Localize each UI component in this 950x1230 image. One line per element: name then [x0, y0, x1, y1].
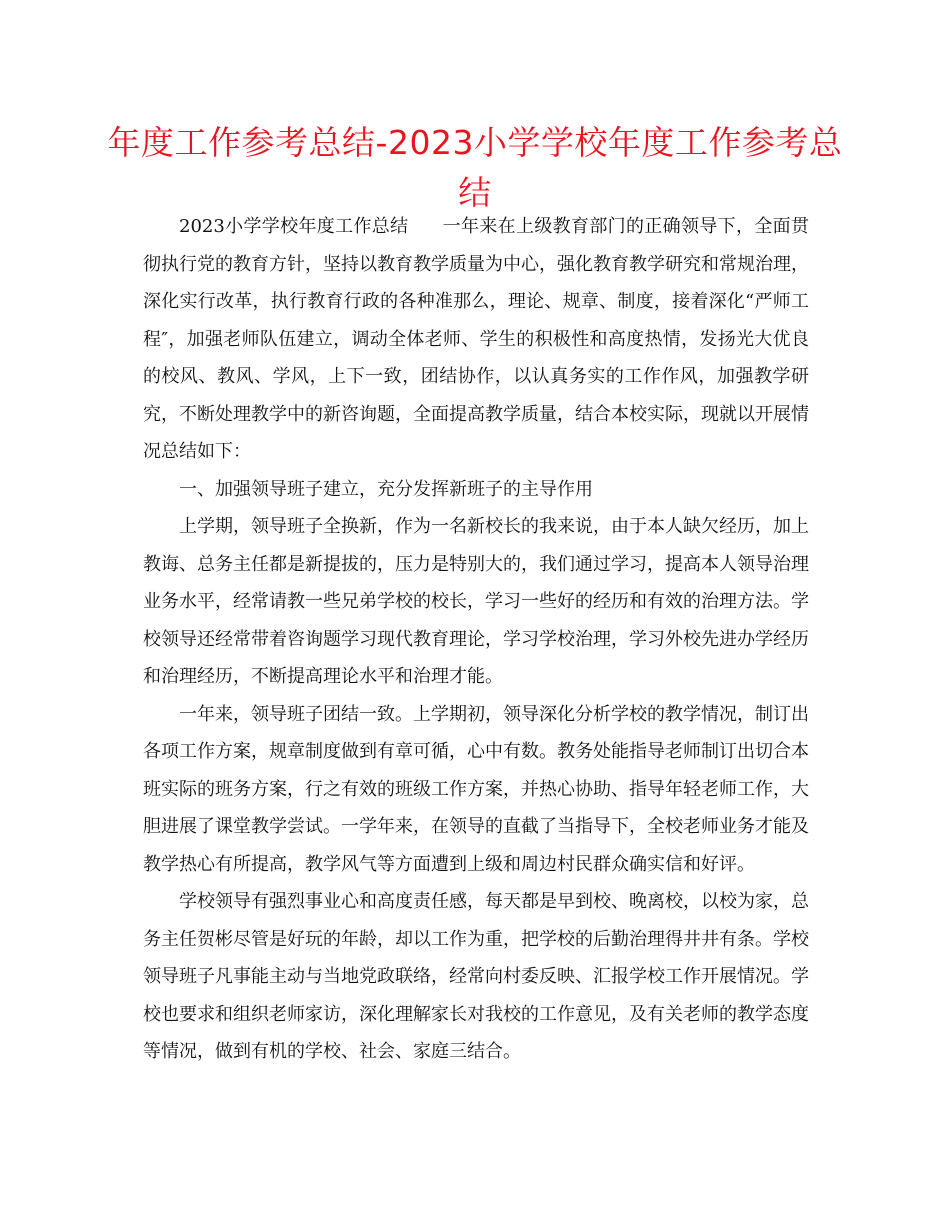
body-paragraph: 上学期，领导班子全换新，作为一名新校长的我来说，由于本人缺欠经历，加上教诲、总务主任都是新提拔的，压力是特别大的，我们通过学习，提高本人领导治理业务水平，经常请教一些兄弟学校的校长，学习一些好的经历和有效的治理方法。学校领导还经常带着咨询题学习现代教育理论，学习学校治理，学习外校先进办学经历和治理经历，不断提高理论水平和治理才能。 — [143, 516, 809, 687]
section-heading: 一、加强领导班子建立，充分发挥新班子的主导作用 — [179, 478, 593, 500]
body-paragraph: 学校领导有强烈事业心和高度责任感，每天都是早到校、晚离校，以校为家，总务主任贺彬尽管是好玩的年龄，却以工作为重，把学校的后勤治理得井井有条。学校领导班子凡事能主动与当地党政联络，经常向村委反映、汇报学校工作开展情况。学校也要求和组织老师家访，深化理解家长对我校的工作意见，及有关老师的教学态度等情况，做到有机的学校、社会、家庭三结合。 — [143, 891, 809, 1062]
document-title: 年度工作参考总结-2023小学学校年度工作参考总结 — [107, 123, 843, 212]
body-paragraph: 一年来，领导班子团结一致。上学期初，领导深化分析学校的教学情况，制订出各项工作方案，规章制度做到有章可循，心中有数。教务处能指导老师制订出切合本班实际的班务方案，行之有效的班级工作方案，并热心协助、指导年轻老师工作，大胆进展了课堂教学尝试。一学年来，在领导的直截了当指导下，全校老师业务才能及教学热心有所提高，教学风气等方面遭到上级和周边村民群众确实信和好评。 — [143, 703, 809, 875]
intro-paragraph — [143, 208, 809, 471]
intro-text: 一年来在上级教育部门的正确领导下，全面贯彻执行党的教育方针，坚持以教育教学质量为中心，强化教育教学研究和常规治理，深化实行改革，执行教育行政的各种准那么，理论、规章、制度，接着深化“严师工程″，加强老师队伍建立，调动全体老师、学生的积极性和高度热情，发扬光大优良的校风、教风、学风，上下一致，团结协作，以认真务实的工作作风，加强教学研究，不断处理教学中的新咨询题，全面提高教学质量，结合本校实际，现就以开展情况总结如下： — [143, 216, 810, 462]
document-body — [143, 208, 809, 1071]
intro-lead: 2023小学学校年度工作总结 — [179, 216, 409, 237]
